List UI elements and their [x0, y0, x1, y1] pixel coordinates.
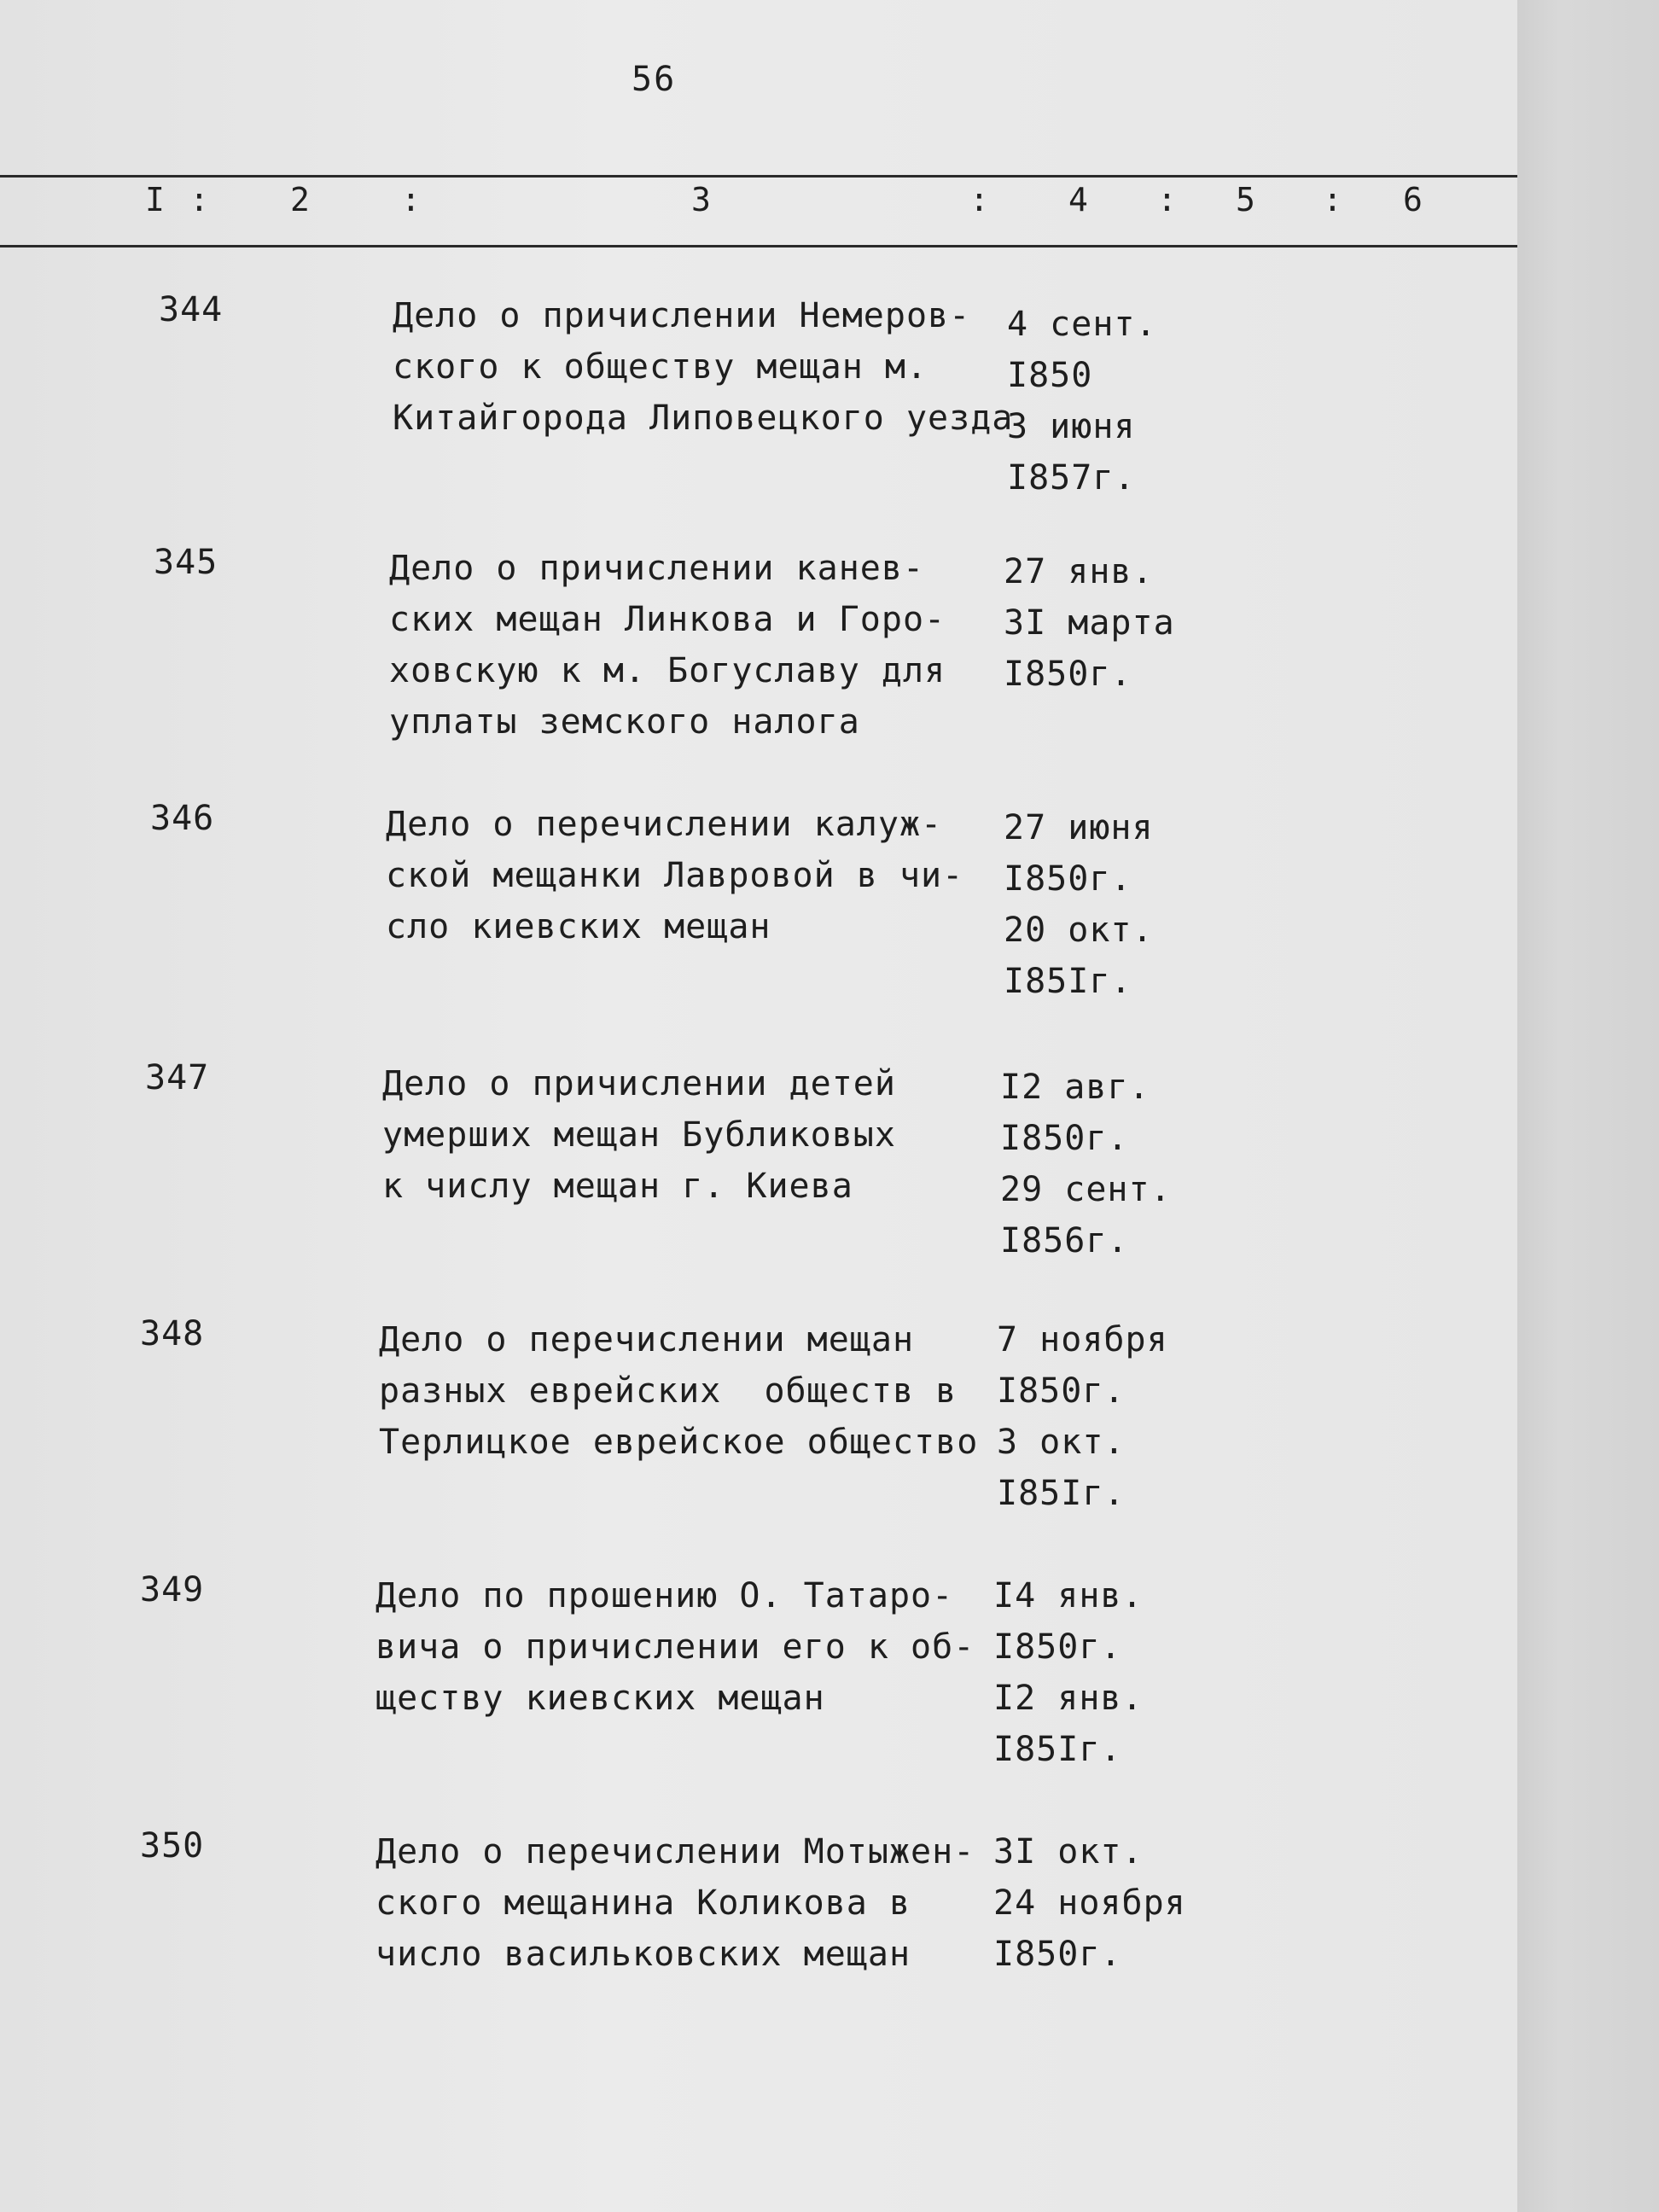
date-line: I850г. — [993, 1627, 1122, 1667]
date-line: I850 — [1007, 356, 1093, 395]
entry-dates — [993, 1826, 1186, 1980]
description-line: разных еврейских обществ в — [379, 1371, 958, 1411]
entry-description — [379, 1314, 978, 1468]
date-line: I850г. — [993, 1935, 1122, 1974]
description-line: Дело о перечислении мещан — [379, 1320, 915, 1359]
column-separator: : — [1323, 181, 1342, 218]
header-bottom-rule — [0, 245, 1517, 247]
column-separator: : — [189, 181, 209, 218]
date-line: 27 июня — [1004, 808, 1154, 847]
entry-dates — [1004, 546, 1175, 700]
description-line: уплаты земского налога — [389, 702, 860, 742]
entry-dates — [993, 1570, 1144, 1775]
date-line: 20 окт. — [1004, 911, 1154, 950]
description-line: ского мещанина Коликова в — [375, 1883, 911, 1923]
entry-description — [375, 1570, 975, 1724]
description-line: вича о причислении его к об- — [375, 1627, 975, 1667]
date-line: I2 янв. — [993, 1679, 1144, 1718]
date-line: I85Iг. — [993, 1730, 1122, 1769]
description-line: к числу мещан г. Киева — [382, 1167, 853, 1206]
description-line: ской мещанки Лавровой в чи- — [386, 856, 964, 895]
entry-dates — [997, 1314, 1168, 1519]
column-header-6: 6 — [1403, 181, 1423, 218]
entry-number: 345 — [154, 543, 218, 582]
description-line: Дело о причислении Немеров- — [393, 296, 971, 335]
entry-description — [393, 290, 1013, 444]
description-line: число васильковских мещан — [375, 1935, 911, 1974]
entry-number: 349 — [140, 1570, 205, 1610]
date-line: 27 янв. — [1004, 552, 1154, 591]
entry-description — [386, 799, 963, 952]
date-line: I85Iг. — [997, 1474, 1126, 1513]
date-line: I85Iг. — [1004, 962, 1132, 1001]
date-line: I850г. — [1000, 1119, 1129, 1158]
column-separator: : — [1157, 181, 1177, 218]
description-line: ществу киевских мещан — [375, 1679, 825, 1718]
column-header-2: 2 — [290, 181, 310, 218]
date-line: 7 ноября — [997, 1320, 1168, 1359]
entry-dates — [1007, 299, 1157, 504]
entry-dates — [1004, 802, 1154, 1007]
date-line: I857г. — [1007, 458, 1136, 498]
date-line: 3I окт. — [993, 1832, 1144, 1871]
date-line: I850г. — [997, 1371, 1126, 1411]
description-line: Терлицкое еврейское общество — [379, 1423, 979, 1462]
entry-number: 344 — [159, 290, 224, 329]
column-separator: : — [969, 181, 989, 218]
date-line: I850г. — [1004, 655, 1132, 694]
description-line: ховскую к м. Богуславу для — [389, 651, 946, 690]
date-line: 24 ноября — [993, 1883, 1186, 1923]
description-line: ского к обществу мещан м. — [393, 347, 928, 387]
column-header-4: 4 — [1068, 181, 1088, 218]
header-top-rule — [0, 175, 1517, 178]
date-line: 29 сент. — [1000, 1170, 1172, 1209]
description-line: Дело о причислении детей — [382, 1064, 896, 1103]
date-line: 3 окт. — [997, 1423, 1126, 1462]
date-line: I856г. — [1000, 1221, 1129, 1260]
entry-number: 346 — [150, 799, 215, 838]
entry-description — [389, 543, 946, 748]
entry-number: 348 — [140, 1314, 205, 1353]
entry-number: 347 — [145, 1058, 210, 1097]
entry-description — [375, 1826, 975, 1980]
description-line: Дело по прошению О. Татаро- — [375, 1576, 954, 1615]
entry-number: 350 — [140, 1826, 205, 1866]
date-line: 3 июня — [1007, 407, 1136, 446]
column-header-3: 3 — [691, 181, 711, 218]
description-line: Китайгорода Липовецкого уезда — [393, 399, 1014, 438]
entry-dates — [1000, 1062, 1172, 1266]
date-line: 3I марта — [1004, 603, 1175, 643]
date-line: I2 авг. — [1000, 1068, 1150, 1107]
column-header-5: 5 — [1236, 181, 1255, 218]
date-line: I4 янв. — [993, 1576, 1144, 1615]
column-header-1: I — [145, 181, 165, 218]
description-line: ских мещан Линкова и Горо- — [389, 600, 946, 639]
description-line: Дело о причислении канев- — [389, 549, 925, 588]
description-line: умерших мещан Бубликовых — [382, 1115, 896, 1155]
description-line: Дело о перечислении калуж- — [386, 805, 943, 844]
description-line: Дело о перечислении Мотыжен- — [375, 1832, 975, 1871]
entry-description — [382, 1058, 896, 1212]
page-number: 56 — [632, 60, 677, 99]
date-line: I850г. — [1004, 859, 1132, 899]
description-line: сло киевских мещан — [386, 907, 771, 946]
page-edge-shadow — [1517, 0, 1659, 2212]
date-line: 4 сент. — [1007, 305, 1157, 344]
column-separator: : — [401, 181, 421, 218]
